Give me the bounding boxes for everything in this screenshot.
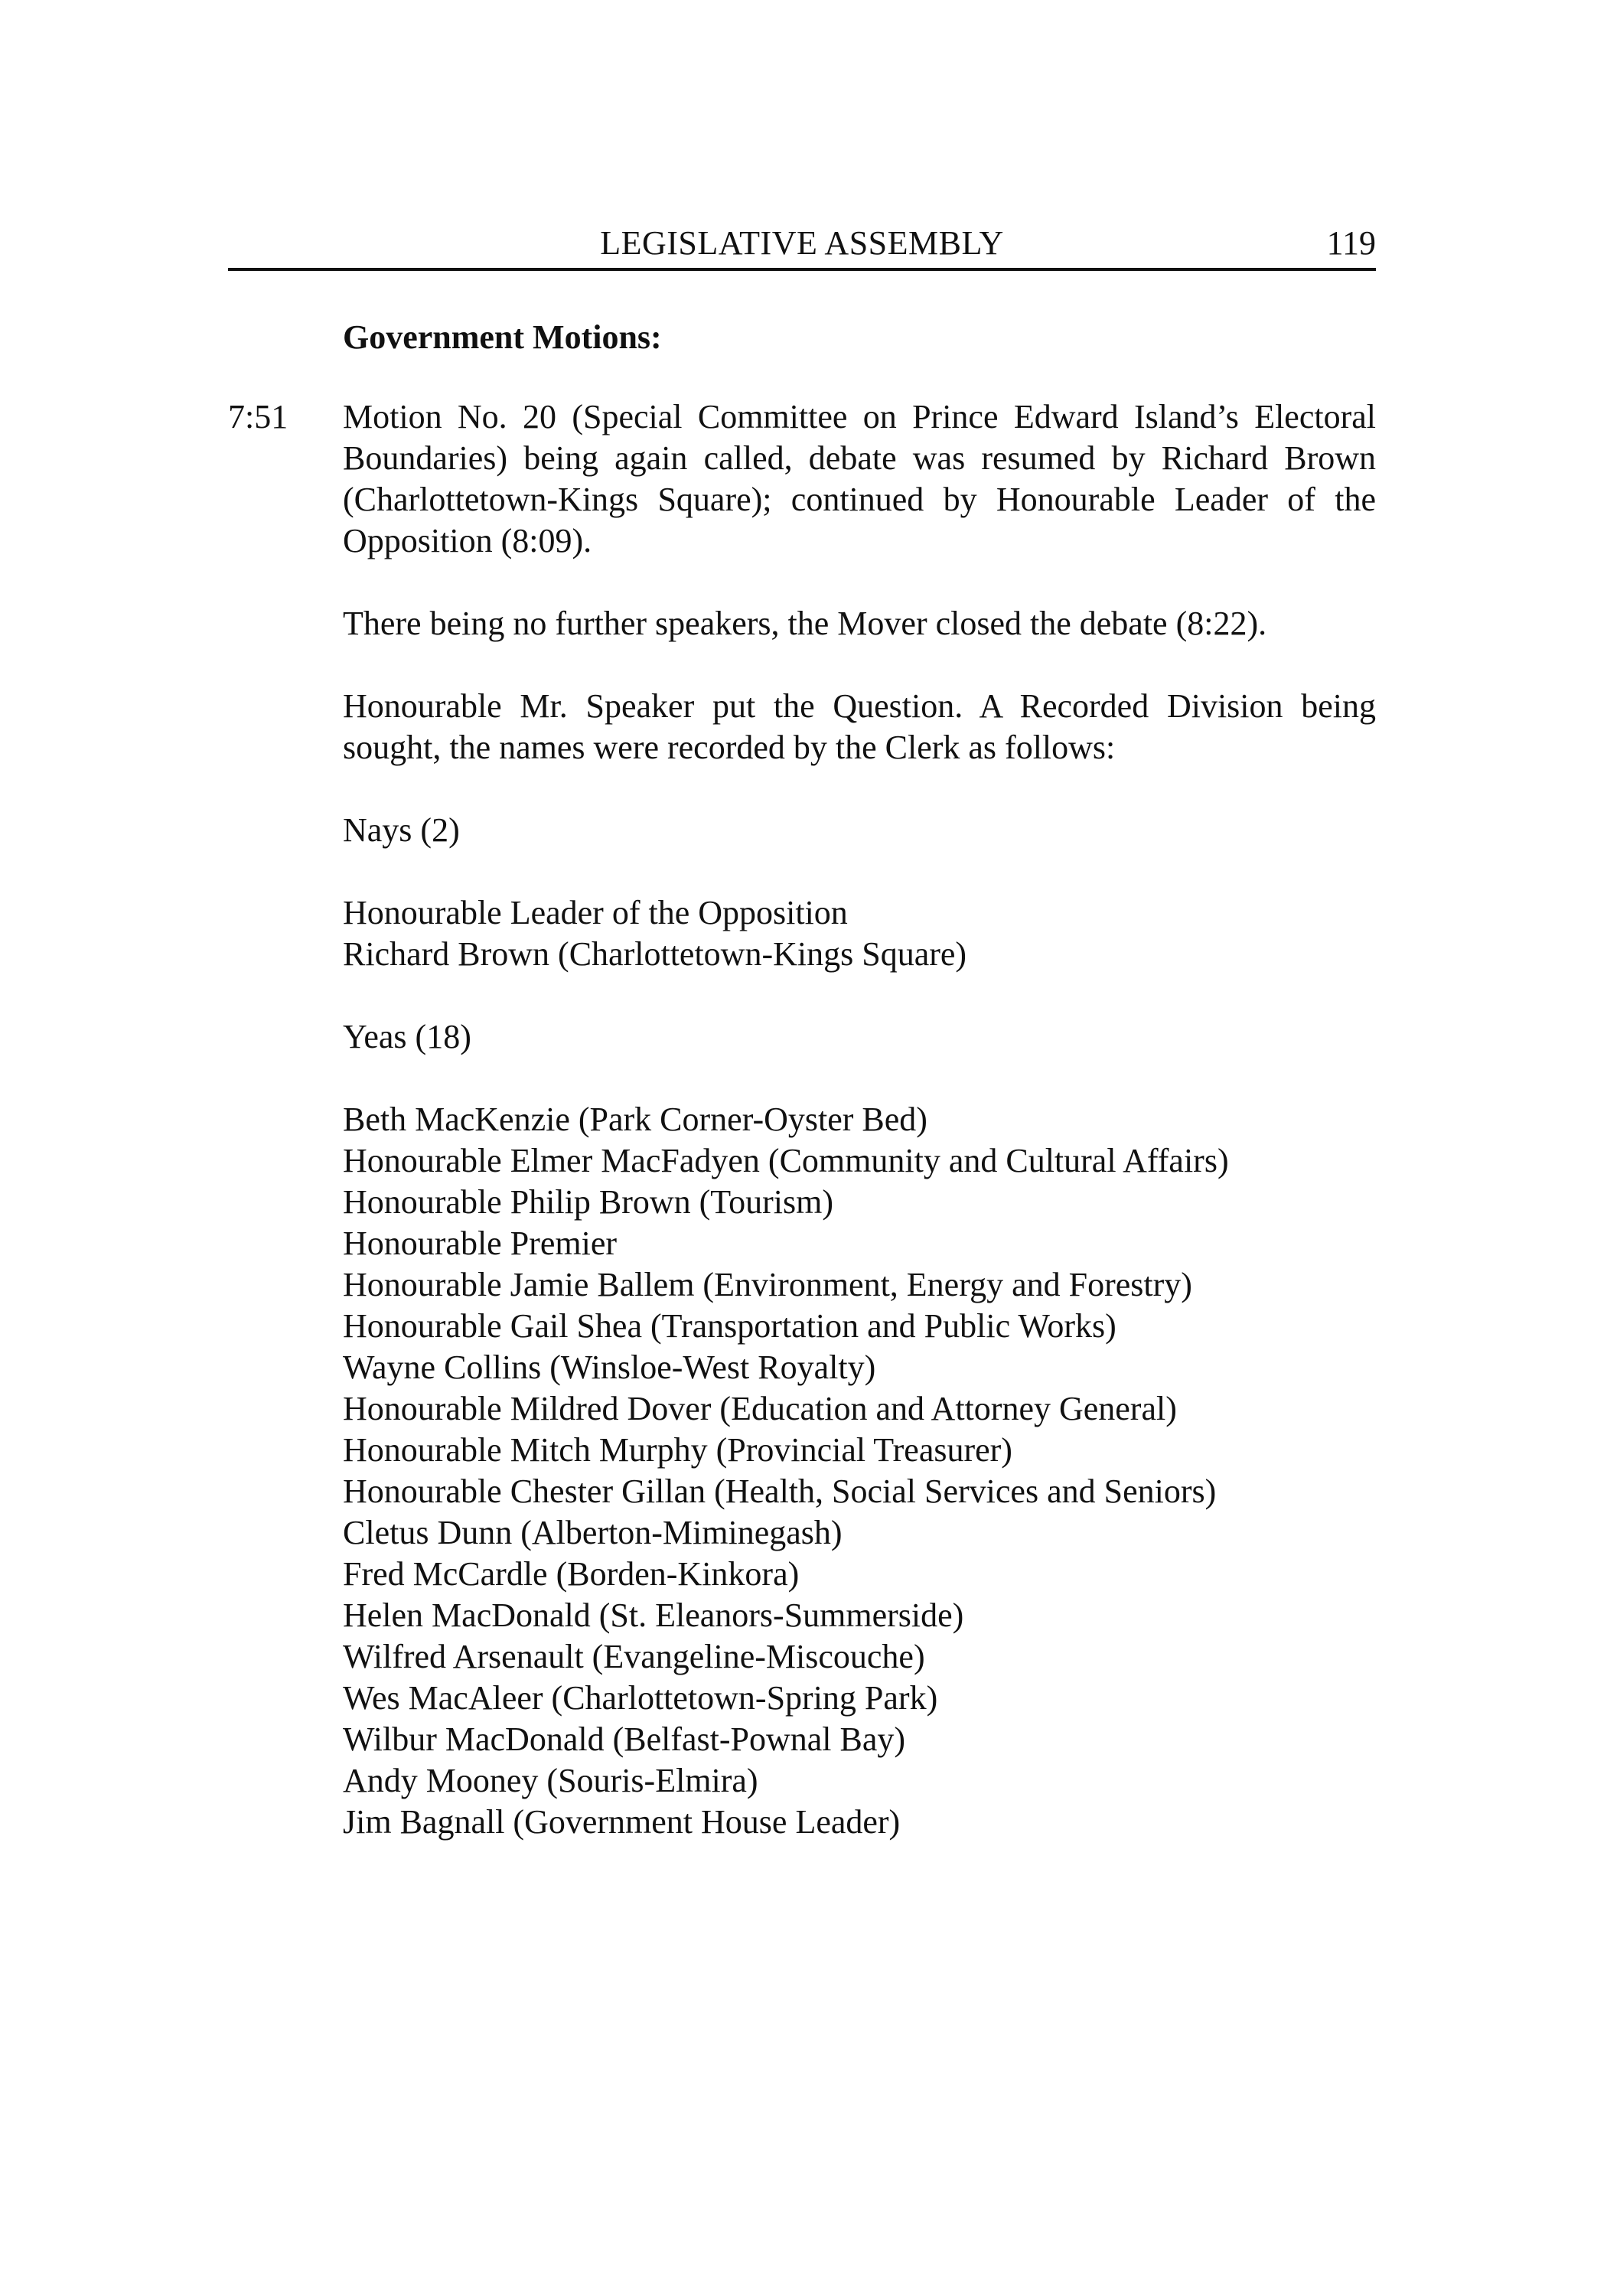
yeas-label: Yeas (18) bbox=[343, 1018, 471, 1055]
page-header bbox=[228, 220, 1376, 271]
yeas-member: Fred McCardle (Borden-Kinkora) bbox=[343, 1555, 800, 1593]
yeas-member: Honourable Gail Shea (Transportation and Public Works) bbox=[343, 1307, 1116, 1345]
motion-paragraph: Motion No. 20 (Special Committee on Prince Edward Island’s Electoral Boundaries) being again called, debate was resumed by Richard Brown (Charlottetown-Kings Square); continued by Honourable Leader of the Opposition (8:09). bbox=[343, 398, 1376, 559]
yeas-member: Honourable Mildred Dover (Education and Attorney General) bbox=[343, 1390, 1177, 1427]
yeas-member: Honourable Chester Gillan (Health, Social Services and Seniors) bbox=[343, 1473, 1217, 1510]
yeas-member: Wayne Collins (Winsloe-West Royalty) bbox=[343, 1349, 876, 1386]
yeas-list bbox=[343, 1099, 1376, 1843]
entry-time: 7:51 bbox=[228, 398, 288, 435]
yeas-member: Cletus Dunn (Alberton-Miminegash) bbox=[343, 1514, 843, 1551]
closing-paragraph: There being no further speakers, the Mover closed the debate (8:22). bbox=[343, 605, 1267, 642]
yeas-member: Jim Bagnall (Government House Leader) bbox=[343, 1803, 901, 1841]
yeas-member: Wes MacAleer (Charlottetown-Spring Park) bbox=[343, 1679, 938, 1717]
yeas-member: Honourable Mitch Murphy (Provincial Treasurer) bbox=[343, 1431, 1012, 1469]
yeas-member: Andy Mooney (Souris-Elmira) bbox=[343, 1762, 758, 1799]
yeas-member: Honourable Jamie Ballem (Environment, Energy and Forestry) bbox=[343, 1266, 1192, 1303]
question-paragraph: Honourable Mr. Speaker put the Question. A Recorded Division being sought, the names were recorded by the Clerk as follows: bbox=[343, 687, 1376, 766]
nays-member: Honourable Leader of the Opposition bbox=[343, 894, 848, 931]
page-number: 119 bbox=[1326, 224, 1376, 262]
yeas-member: Honourable Premier bbox=[343, 1225, 617, 1262]
yeas-member: Wilbur MacDonald (Belfast-Pownal Bay) bbox=[343, 1720, 906, 1758]
yeas-member: Helen MacDonald (St. Eleanors-Summerside) bbox=[343, 1596, 964, 1634]
yeas-member: Honourable Philip Brown (Tourism) bbox=[343, 1183, 833, 1221]
nays-member: Richard Brown (Charlottetown-Kings Square) bbox=[343, 935, 967, 973]
entry-content bbox=[343, 396, 1376, 1884]
section-heading: Government Motions: bbox=[343, 318, 662, 356]
nays-label: Nays (2) bbox=[343, 811, 460, 849]
yeas-member: Honourable Elmer MacFadyen (Community and Cultural Affairs) bbox=[343, 1142, 1229, 1179]
yeas-member: Beth MacKenzie (Park Corner-Oyster Bed) bbox=[343, 1101, 927, 1138]
nays-list bbox=[343, 892, 1376, 975]
yeas-member: Wilfred Arsenault (Evangeline-Miscouche) bbox=[343, 1638, 925, 1675]
page-header-title: LEGISLATIVE ASSEMBLY bbox=[600, 224, 1004, 262]
